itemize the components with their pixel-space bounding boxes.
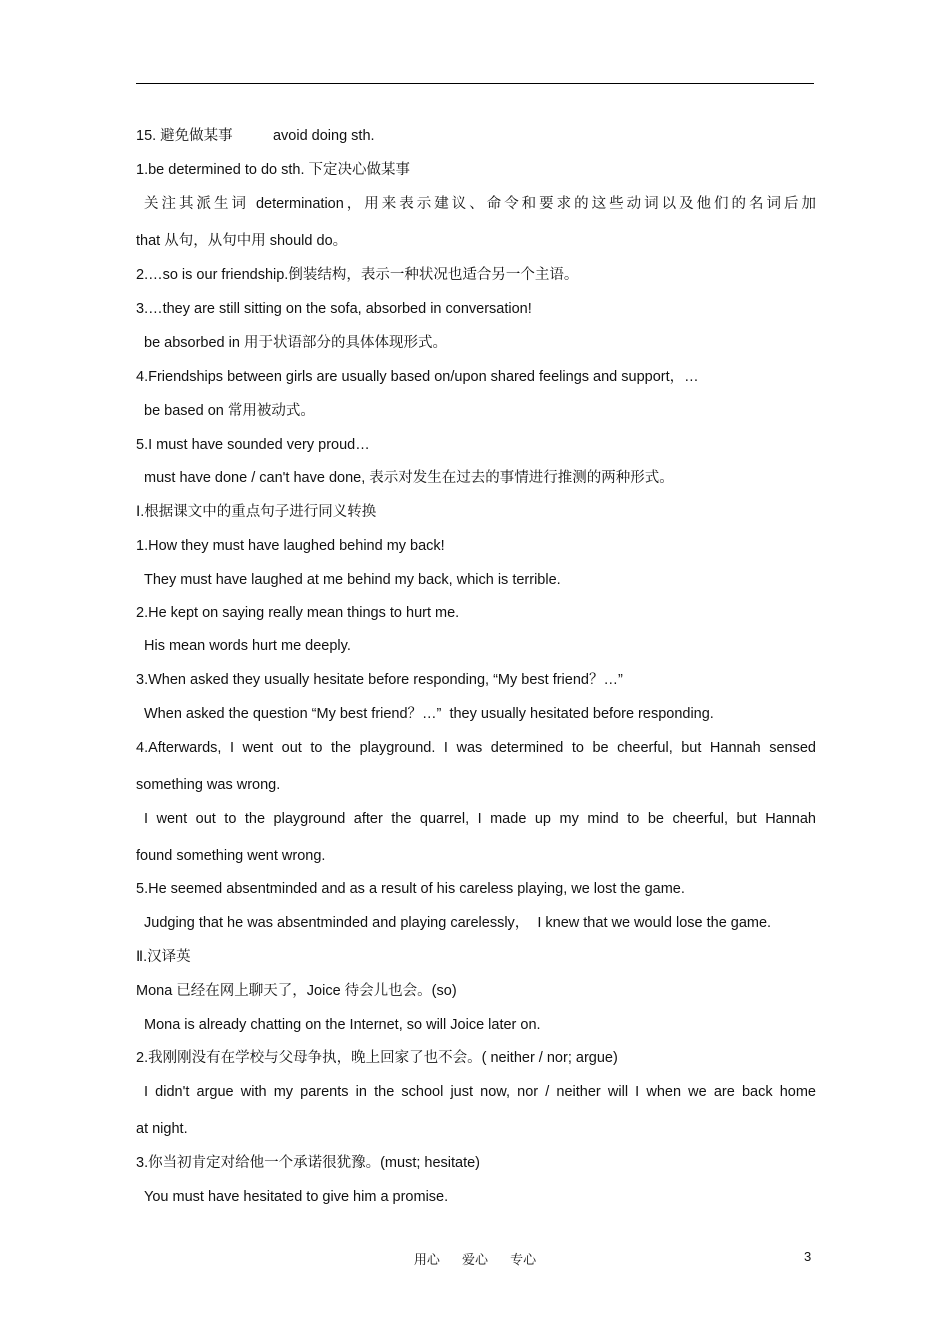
text-line: 2.…so is our friendship.倒装结构，表示一种状况也适合另一个主语。 <box>136 267 579 283</box>
text-line: 关注其派生词 determination，用来表示建议、命令和要求的这些动词以及他们的名词后加 <box>144 196 816 212</box>
footer-motto: 专心 <box>510 1253 537 1268</box>
text-line: Mona 已经在网上聊天了，Joice 待会儿也会。(so) <box>136 983 457 999</box>
text-line: You must have hesitated to give him a promise. <box>144 1189 449 1205</box>
text-line: They must have laughed at me behind my back, which is terrible. <box>144 572 561 588</box>
text-line: 15. 避免做某事 avoid doing sth. <box>136 128 375 144</box>
text-line: 3.你当初肯定对给他一个承诺很犹豫。(must; hesitate) <box>136 1155 481 1171</box>
section-heading: Ⅱ.汉译英 <box>136 949 191 965</box>
text-line: that 从句，从句中用 should do。 <box>136 233 348 249</box>
text-line: When asked the question “My best friend？…” they usually hesitated before responding. <box>144 706 714 722</box>
text-line: His mean words hurt me deeply. <box>144 638 351 654</box>
text-line: 2.我刚刚没有在学校与父母争执，晚上回家了也不会。( neither / nor; argue) <box>136 1050 618 1066</box>
text-line: 5.He seemed absentminded and as a result of his careless playing, we lost the game. <box>136 881 685 897</box>
text-line: found something went wrong. <box>136 848 326 864</box>
text-line: 2.He kept on saying really mean things to hurt me. <box>136 605 460 621</box>
text-line: 4.Friendships between girls are usually based on/upon shared feelings and support，… <box>136 369 699 385</box>
footer-motto: 用心 <box>413 1253 440 1268</box>
text-line: at night. <box>136 1121 188 1137</box>
section-heading: Ⅰ.根据课文中的重点句子进行同义转换 <box>136 504 377 520</box>
text-line: 3.…they are still sitting on the sofa, absorbed in conversation! <box>136 301 532 317</box>
text-line: be based on 常用被动式。 <box>144 403 315 419</box>
footer-motto: 爱心 <box>461 1253 488 1268</box>
text-line: Mona is already chatting on the Internet, so will Joice later on. <box>144 1017 541 1033</box>
text-line: 4.Afterwards, I went out to the playground. I was determined to be cheerful, but Hannah sensed <box>136 740 816 756</box>
page-number: 3 <box>804 1249 812 1264</box>
header-rule <box>136 83 814 84</box>
text-line: I didn't argue with my parents in the school just now, nor / neither will I when we are back home <box>144 1084 816 1100</box>
text-line: 3.When asked they usually hesitate before responding, “My best friend？…” <box>136 672 623 688</box>
text-line: 1.How they must have laughed behind my back! <box>136 538 445 554</box>
text-line: must have done / can't have done, 表示对发生在过去的事情进行推测的两种形式。 <box>144 470 674 486</box>
text-line: Judging that he was absentminded and playing carelessly， I knew that we would lose the game. <box>144 915 772 931</box>
text-line: 1.be determined to do sth. 下定决心做某事 <box>136 162 410 178</box>
text-line: I went out to the playground after the quarrel, I made up my mind to be cheerful, but Hannah <box>144 811 816 827</box>
text-line: something was wrong. <box>136 777 281 793</box>
text-line: be absorbed in 用于状语部分的具体体现形式。 <box>144 335 447 351</box>
text-line: 5.I must have sounded very proud… <box>136 437 370 453</box>
